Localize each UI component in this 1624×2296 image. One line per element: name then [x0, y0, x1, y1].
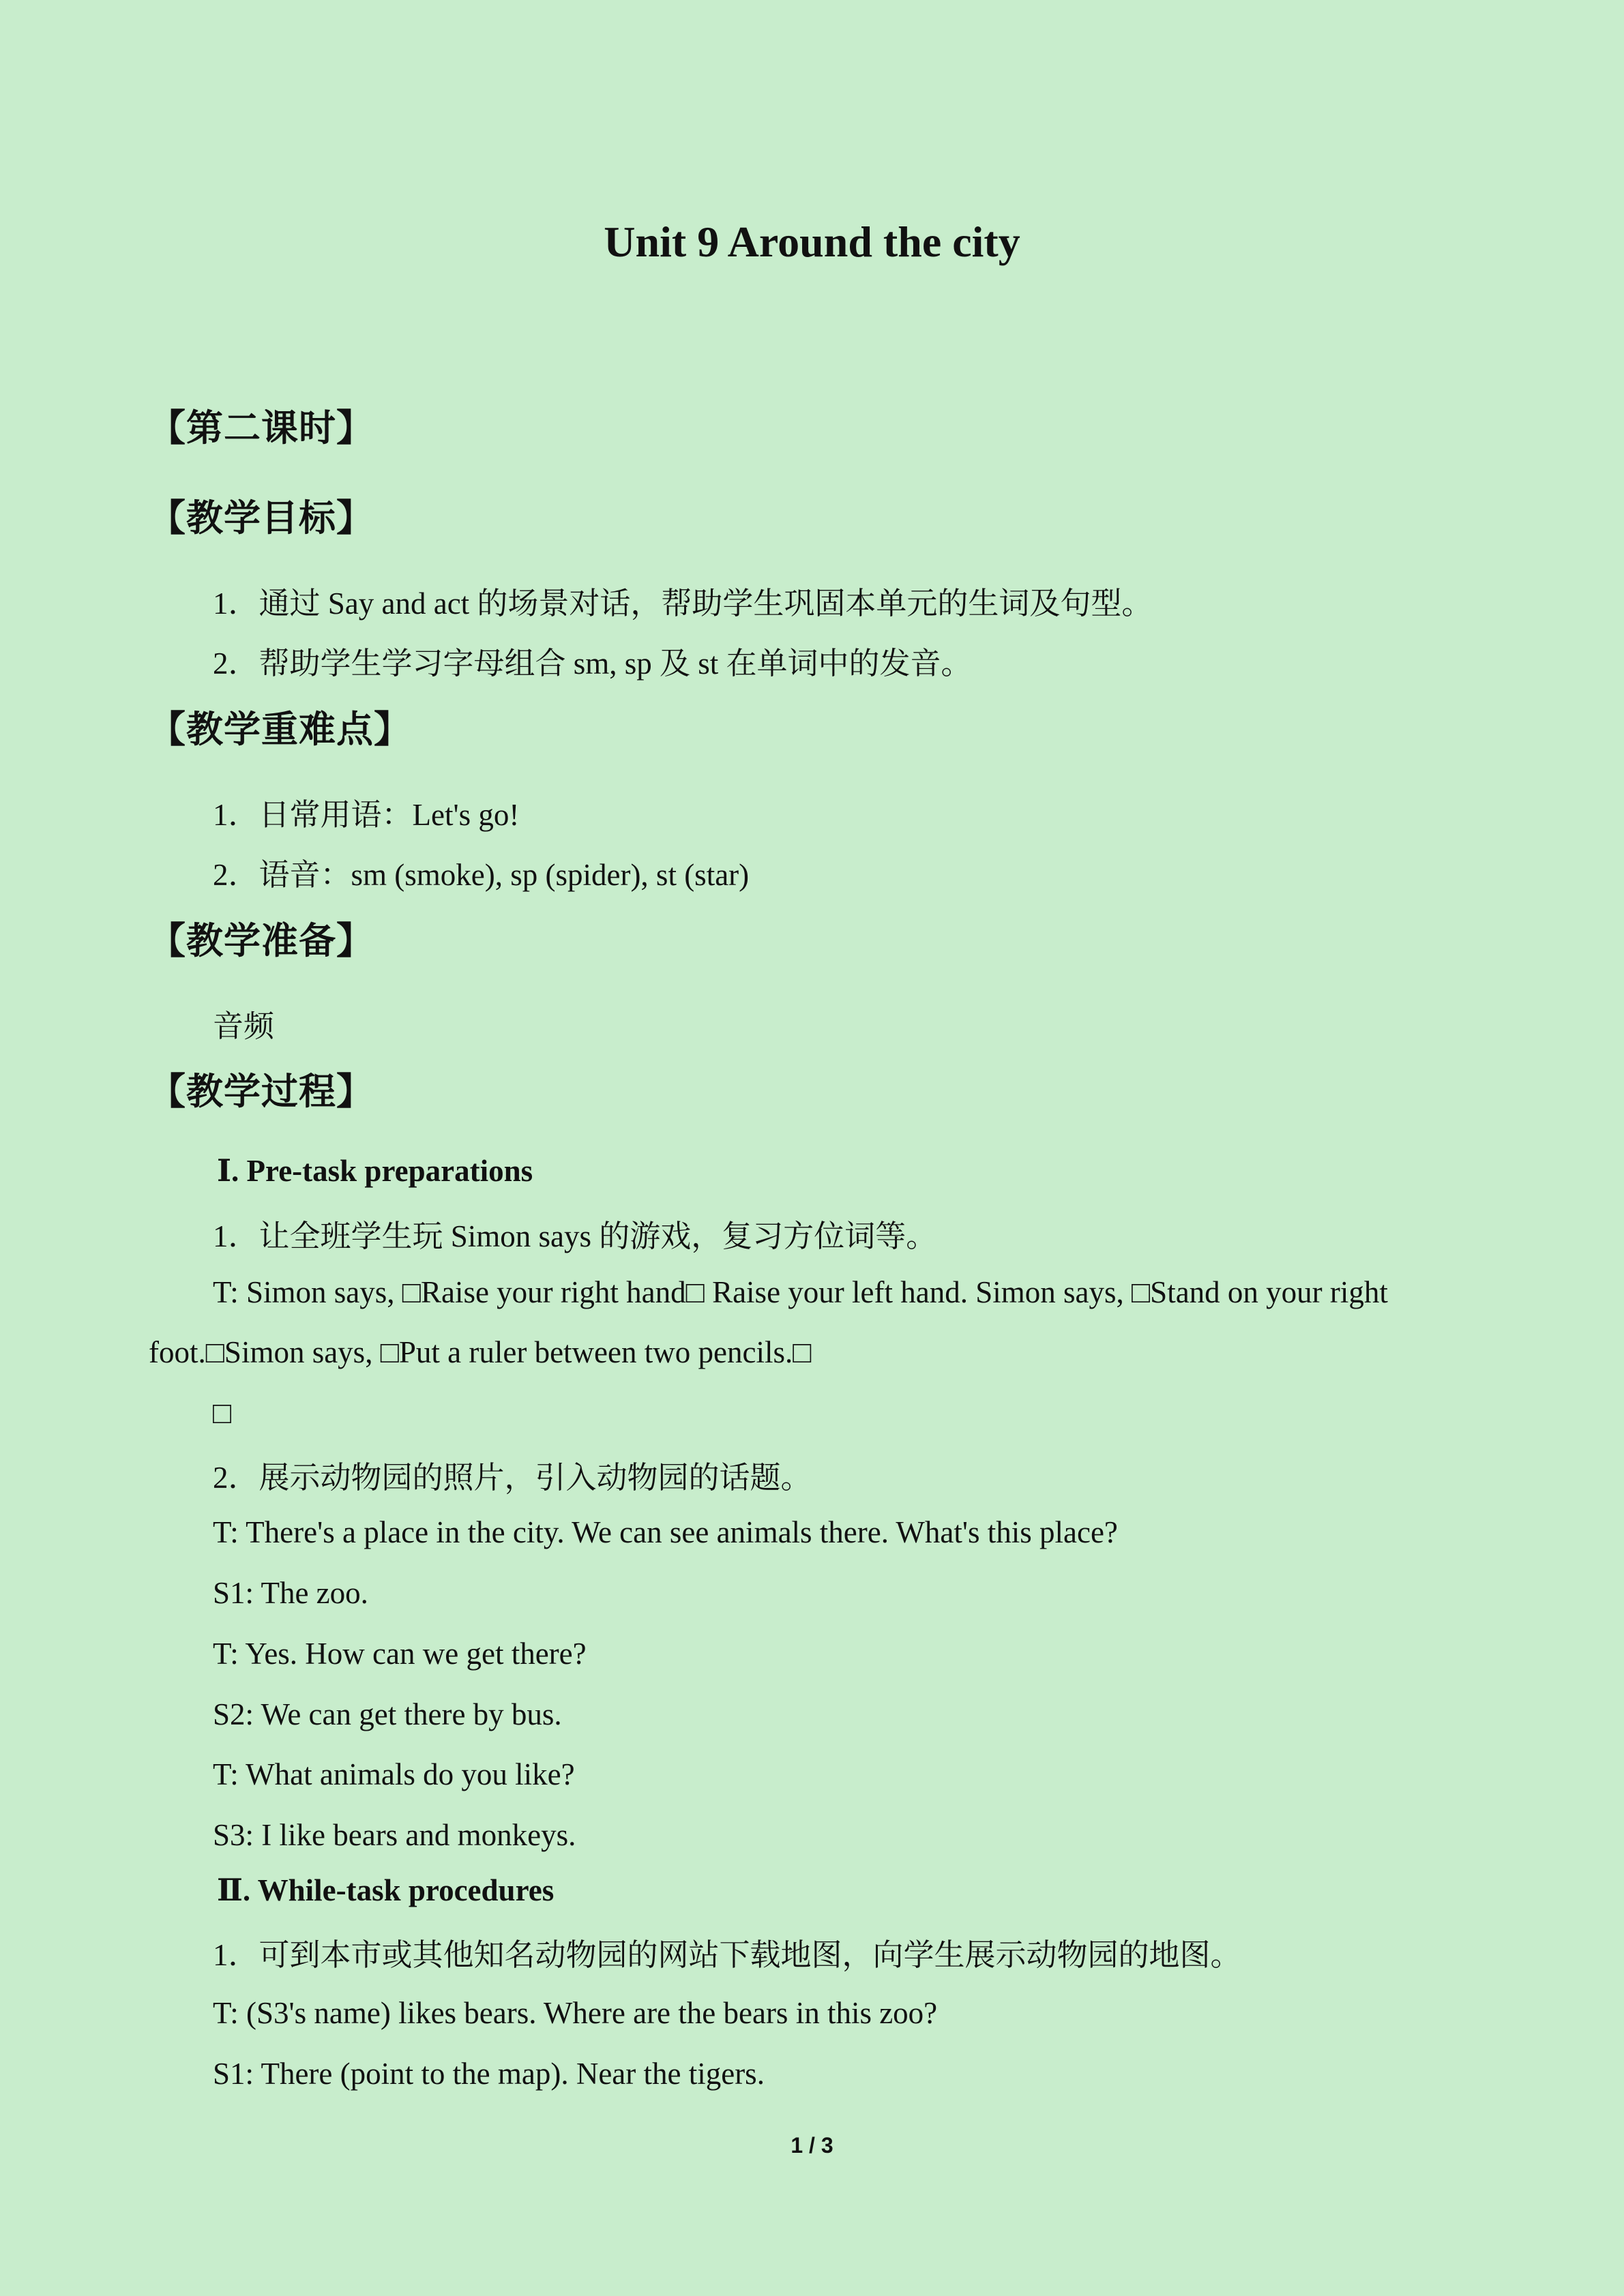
- dialogue-line: T: Yes. How can we get there?: [213, 1637, 587, 1671]
- dialogue-line: T: What animals do you like?: [213, 1757, 575, 1791]
- heading-period: 【第二课时】: [149, 406, 374, 449]
- teacher-line-1-continued: foot.□Simon says, □Put a ruler between two pencils.□: [149, 1335, 812, 1369]
- heading-objectives: 【教学目标】: [149, 496, 374, 539]
- key-point-item-1: 1．日常用语：Let's go!: [213, 798, 520, 832]
- while-task-heading: Ⅱ. While-task procedures: [217, 1873, 555, 1907]
- dialogue-line: S1: The zoo.: [213, 1576, 368, 1610]
- heading-process: 【教学过程】: [149, 1070, 374, 1113]
- dialogue-line: S1: There (point to the map). Near the tigers.: [213, 2057, 765, 2091]
- dialogue-line: T: There's a place in the city. We can see animals there. What's this place?: [213, 1515, 1118, 1549]
- pre-task-step-1: 1．让全班学生玩 Simon says 的游戏，复习方位词等。: [213, 1219, 937, 1253]
- page-title: Unit 9 Around the city: [604, 218, 1020, 266]
- dialogue-line: S3: I like bears and monkeys.: [213, 1818, 576, 1852]
- heading-key-points: 【教学重难点】: [149, 708, 411, 751]
- objective-item-1: 1．通过 Say and act 的场景对话，帮助学生巩固本单元的生词及句型。: [213, 586, 1153, 621]
- preparation-text: 音频: [213, 1009, 275, 1043]
- page-number: 1 / 3: [791, 2133, 833, 2158]
- teacher-line-1: T: Simon says, □Raise your right hand□ Raise your left hand. Simon says, □Stand on your right: [213, 1275, 1388, 1309]
- pre-task-heading: Ⅰ. Pre-task preparations: [217, 1154, 533, 1188]
- heading-preparation: 【教学准备】: [149, 919, 374, 962]
- while-task-step-1: 1．可到本市或其他知名动物园的网站下载地图，向学生展示动物园的地图。: [213, 1938, 1241, 1972]
- dialogue-line: T: (S3's name) likes bears. Where are the bears in this zoo?: [213, 1996, 938, 2030]
- key-point-item-2: 2．语音：sm (smoke), sp (spider), st (star): [213, 858, 750, 892]
- blank-mark: □: [213, 1396, 232, 1430]
- pre-task-step-2: 2．展示动物园的照片，引入动物园的话题。: [213, 1461, 812, 1495]
- objective-item-2: 2．帮助学生学习字母组合 sm, sp 及 st 在单词中的发音。: [213, 646, 972, 681]
- dialogue-line: S2: We can get there by bus.: [213, 1697, 562, 1731]
